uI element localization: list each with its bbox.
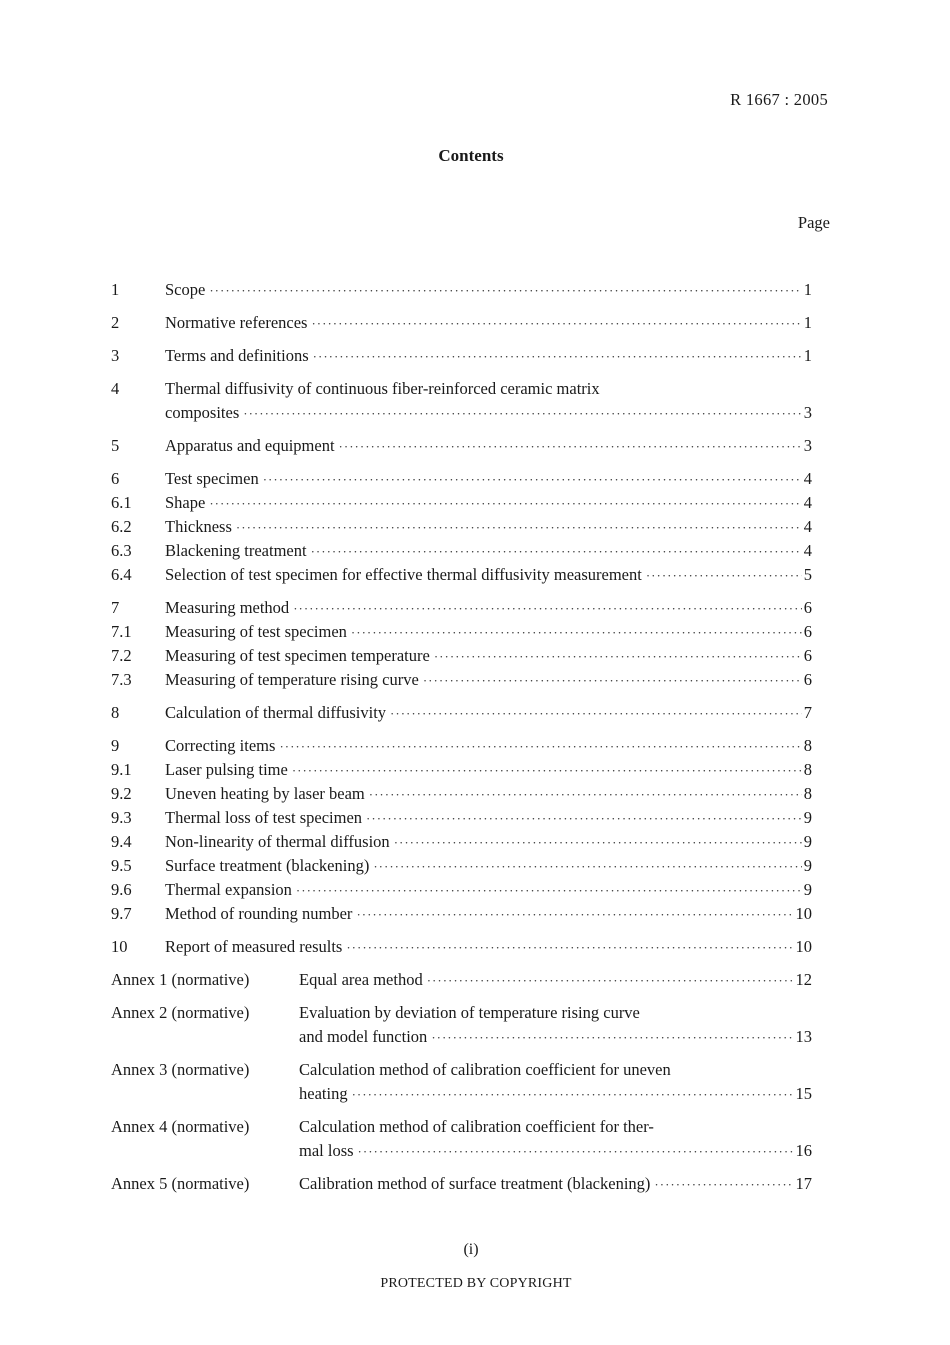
annex-title-continued[interactable]: and model function [299,1027,428,1046]
annex-entry[interactable] [111,1058,812,1106]
dot-leader [434,645,802,669]
annex-title[interactable]: Calibration method of surface treatment (blackening) [299,1174,651,1193]
dot-leader [352,1083,794,1107]
toc-entry-page[interactable]: 3 [803,436,812,455]
toc-entry-number: 9.1 [111,760,132,779]
toc-entry-title[interactable]: Correcting items [165,736,276,755]
dot-leader [356,903,793,927]
toc-entry-title[interactable]: Measuring of test specimen temperature [165,646,430,665]
toc-entry-number: 6.4 [111,565,132,584]
dot-leader [351,621,802,645]
toc-entry-page[interactable]: 8 [803,784,812,803]
dot-leader [654,1173,793,1197]
toc-entry-number: 9.4 [111,832,132,851]
dot-leader [394,831,802,855]
dot-leader [369,783,802,807]
toc-entry-number: 7.3 [111,670,132,689]
toc-entry-page[interactable]: 7 [803,703,812,722]
toc-entry-title[interactable]: Normative references [165,313,308,332]
toc-entry[interactable] [111,782,812,806]
toc-entry-title[interactable]: Measuring of test specimen [165,622,347,641]
annex-entry[interactable] [111,1172,812,1196]
annex-title-continued[interactable]: mal loss [299,1141,354,1160]
toc-entry-number: 7 [111,598,120,617]
dot-leader [296,879,802,903]
annex-label: Annex 2 (normative) [111,1003,250,1022]
toc-entry-page[interactable]: 4 [803,517,812,536]
toc-entry-title-continued[interactable]: composites [165,403,240,422]
toc-entry-title[interactable]: Uneven heating by laser beam [165,784,365,803]
dot-leader [423,669,802,693]
toc-entry[interactable] [111,644,812,668]
toc-entry[interactable] [111,596,812,620]
toc-entry-number: 7.2 [111,646,132,665]
dot-leader [243,402,802,426]
annex-label: Annex 3 (normative) [111,1060,250,1079]
dot-leader [346,936,793,960]
annex-page[interactable]: 15 [795,1084,812,1103]
toc-entry-number: 9.7 [111,904,132,923]
toc-entry-title[interactable]: Measuring of temperature rising curve [165,670,419,689]
copyright-notice: PROTECTED BY COPYRIGHT [380,1276,572,1291]
annex-page[interactable]: 13 [795,1027,812,1046]
toc-entry-number: 9.2 [111,784,132,803]
annex-entry[interactable] [111,968,812,992]
dot-leader [236,516,802,540]
annex-title[interactable]: Evaluation by deviation of temperature rising curve [299,1003,640,1022]
footer-page-number: (i) [463,1241,479,1258]
toc-entry[interactable] [111,311,812,335]
dot-leader [646,564,802,588]
dot-leader [311,540,802,564]
toc-entry[interactable] [111,830,812,854]
toc-entry[interactable] [111,539,812,563]
toc-entry[interactable] [111,344,812,368]
dot-leader [209,279,801,303]
toc-entry-page[interactable]: 10 [795,904,812,923]
toc-entry-number: 3 [111,346,120,365]
toc-entry[interactable] [111,935,812,959]
toc-entry[interactable] [111,806,812,830]
toc-entry-page[interactable]: 8 [803,736,812,755]
toc-entry-number: 2 [111,313,120,332]
toc-entry-page[interactable]: 1 [803,346,812,365]
toc-entry-page[interactable]: 9 [803,832,812,851]
toc-entry-page[interactable]: 4 [803,493,812,512]
toc-entry[interactable] [111,701,812,725]
toc-entry-title[interactable]: Method of rounding number [165,904,353,923]
annex-label: Annex 4 (normative) [111,1117,250,1136]
toc-entry-page[interactable]: 6 [803,646,812,665]
toc-entry-title[interactable]: Thickness [165,517,232,536]
toc-entry-number: 6 [111,469,120,488]
dot-leader [358,1140,794,1164]
toc-entry-number: 9.6 [111,880,132,899]
toc-entry-title[interactable]: Report of measured results [165,937,343,956]
toc-entry-page[interactable]: 9 [803,808,812,827]
toc-entry[interactable] [111,854,812,878]
toc-entry[interactable] [111,467,812,491]
annex-title-continued[interactable]: heating [299,1084,348,1103]
dot-leader [263,468,802,492]
dot-leader [339,435,802,459]
annex-label: Annex 5 (normative) [111,1174,250,1193]
table-of-contents [111,278,812,1196]
toc-entry-title[interactable]: Calculation of thermal diffusivity [165,703,387,722]
dot-leader [292,759,802,783]
toc-entry-title[interactable]: Measuring method [165,598,290,617]
annex-title[interactable]: Calculation method of calibration coefficient for ther- [299,1117,654,1136]
toc-entry-title[interactable]: Terms and definitions [165,346,309,365]
toc-entry[interactable] [111,434,812,458]
toc-entry-page[interactable]: 10 [795,937,812,956]
toc-entry-number: 1 [111,280,120,299]
toc-entry-number: 6.2 [111,517,132,536]
page-column-label: Page [797,213,830,232]
toc-entry-page[interactable]: 6 [803,598,812,617]
toc-entry-page[interactable]: 1 [803,280,812,299]
toc-entry[interactable] [111,758,812,782]
dot-leader [366,807,802,831]
toc-entry[interactable] [111,734,812,758]
dot-leader [390,702,802,726]
toc-entry-page[interactable]: 3 [803,403,812,422]
toc-entry-page[interactable]: 4 [803,541,812,560]
dot-leader [209,492,801,516]
dot-leader [293,597,802,621]
dot-leader [311,312,801,336]
toc-entry-title[interactable]: Thermal expansion [165,880,292,899]
toc-entry-page[interactable]: 5 [803,565,812,584]
dot-leader [373,855,801,879]
annex-title[interactable]: Equal area method [299,970,423,989]
toc-entry-page[interactable]: 4 [803,469,812,488]
dot-leader [427,969,794,993]
toc-entry[interactable] [111,278,812,302]
document-id: R 1667 : 2005 [730,90,828,109]
toc-entry-title[interactable]: Apparatus and equipment [165,436,335,455]
dot-leader [279,735,801,759]
toc-entry-number: 8 [111,703,120,722]
toc-entry[interactable] [111,563,812,587]
toc-entry[interactable] [111,620,812,644]
toc-entry[interactable] [111,515,812,539]
toc-entry-page[interactable]: 6 [803,622,812,641]
toc-entry[interactable] [111,668,812,692]
annex-entry[interactable] [111,1115,812,1163]
toc-entry-title[interactable]: Laser pulsing time [165,760,288,779]
toc-entry-number: 10 [111,937,128,956]
dot-leader [313,345,802,369]
annex-title[interactable]: Calculation method of calibration coefficient for uneven [299,1060,671,1079]
toc-entry-title[interactable]: Test specimen [165,469,259,488]
toc-entry[interactable] [111,878,812,902]
toc-entry-title[interactable]: Scope [165,280,206,299]
page-title: Contents [438,146,504,165]
annex-page[interactable]: 17 [795,1174,812,1193]
toc-entry-page[interactable]: 6 [803,670,812,689]
toc-entry-title[interactable]: Selection of test specimen for effective thermal diffusivity measurement [165,565,642,584]
annex-page[interactable]: 16 [795,1141,812,1160]
toc-entry-page[interactable]: 9 [803,880,812,899]
toc-entry-number: 9.5 [111,856,132,875]
toc-entry-title[interactable]: Shape [165,493,206,512]
toc-entry[interactable] [111,902,812,926]
annex-page[interactable]: 12 [795,970,812,989]
toc-entry-title[interactable]: Thermal loss of test specimen [165,808,363,827]
toc-entry-number: 7.1 [111,622,132,641]
toc-entry[interactable] [111,491,812,515]
toc-entry-number: 9 [111,736,120,755]
toc-entry-title[interactable]: Surface treatment (blackening) [165,856,370,875]
annex-entry[interactable] [111,1001,812,1049]
toc-entry-number: 6.1 [111,493,132,512]
toc-entry-number: 9.3 [111,808,132,827]
toc-entry-title[interactable]: Non-linearity of thermal diffusion [165,832,390,851]
toc-entry-page[interactable]: 1 [803,313,812,332]
toc-entry[interactable] [111,377,812,425]
toc-entry-page[interactable]: 8 [803,760,812,779]
toc-entry-number: 4 [111,379,120,398]
toc-entry-page[interactable]: 9 [803,856,812,875]
toc-entry-title[interactable]: Blackening treatment [165,541,307,560]
annex-label: Annex 1 (normative) [111,970,250,989]
toc-entry-title[interactable]: Thermal diffusivity of continuous fiber-reinforced ceramic matrix [165,379,600,398]
toc-entry-number: 6.3 [111,541,132,560]
toc-entry-number: 5 [111,436,120,455]
dot-leader [431,1026,793,1050]
